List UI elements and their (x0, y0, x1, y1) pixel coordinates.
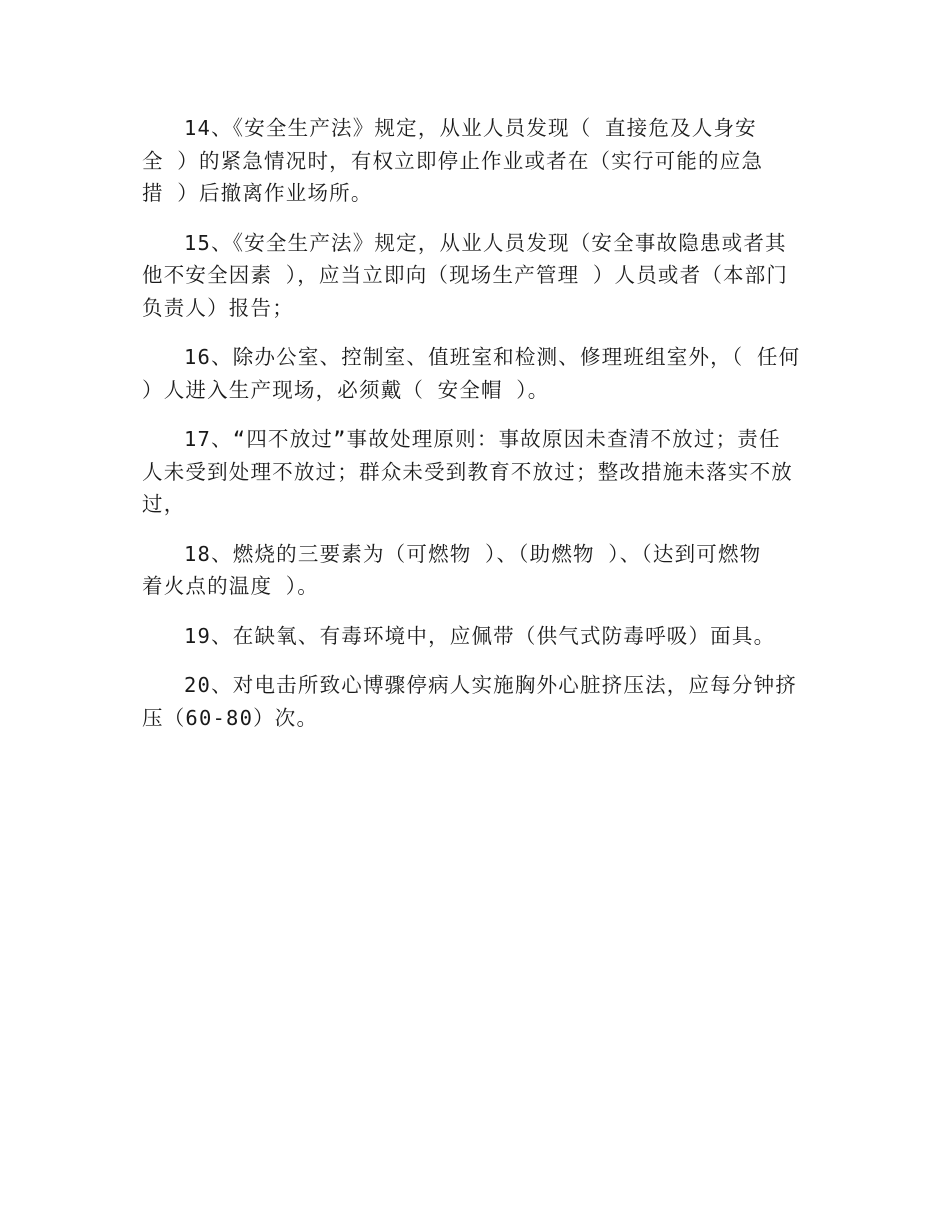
paragraph-line: 14、《安全生产法》规定，从业人员发现（ 直接危及人身安 (184, 116, 757, 140)
paragraph-line: 压（60-80）次。 (142, 705, 319, 730)
paragraph-17 (142, 423, 807, 521)
paragraph-18 (142, 538, 807, 603)
paragraph-line: 措 ）后撤离作业场所。 (142, 181, 373, 205)
paragraph-14 (142, 112, 807, 210)
paragraph-19 (142, 620, 807, 653)
paragraph-20 (142, 669, 807, 734)
paragraph-line: 全 ）的紧急情况时，有权立即停止作业或者在（实行可能的应急 (142, 148, 764, 173)
paragraph-15 (142, 227, 807, 325)
paragraph-line: 负责人）报告； (142, 295, 294, 320)
paragraph-line: 15、《安全生产法》规定，从业人员发现（安全事故隐患或者其 (184, 230, 787, 255)
paragraph-line: 20、对电击所致心博骤停病人实施胸外心脏挤压法，应每分钟挤 (184, 673, 797, 697)
paragraph-line: 18、燃烧的三要素为（可燃物 ）、（助燃物 ）、（达到可燃物 (184, 541, 762, 566)
paragraph-line: 17、“四不放过”事故处理原则：事故原因未查清不放过；责任 (184, 427, 781, 451)
paragraph-16 (142, 341, 807, 406)
paragraph-line: 过， (142, 492, 186, 516)
paragraph-line: ）人进入生产现场，必须戴（ 安全帽 ）。 (142, 377, 550, 402)
paragraph-line: 人未受到处理不放过；群众未受到教育不放过；整改措施未落实不放 (142, 459, 793, 484)
paragraph-line: 着火点的温度 ）。 (142, 574, 319, 598)
document-body (142, 112, 807, 751)
paragraph-line: 16、除办公室、控制室、值班室和检测、修理班组室外，（ 任何 (184, 345, 801, 369)
paragraph-line: 他不安全因素 ），应当立即向（现场生产管理 ）人员或者（本部门 (142, 263, 789, 287)
paragraph-line: 19、在缺氧、有毒环境中，应佩带（供气式防毒呼吸）面具。 (184, 623, 776, 648)
